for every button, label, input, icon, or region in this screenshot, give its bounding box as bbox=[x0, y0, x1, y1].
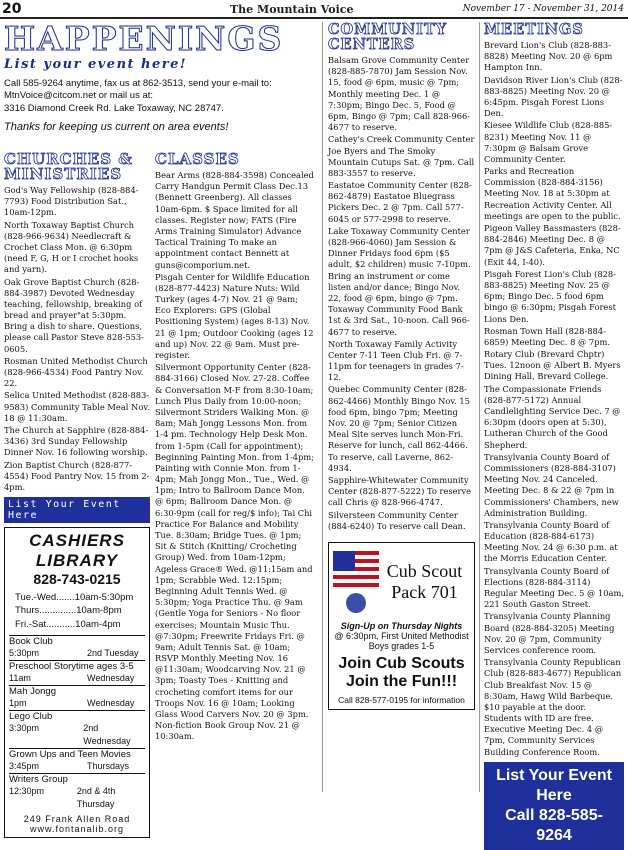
library-event-day: 2nd Wednesday bbox=[83, 723, 131, 747]
list-event-bar: List Your Event Here bbox=[4, 497, 150, 523]
cubscout-line4: @ 6:30pm, First United Methodist bbox=[334, 630, 469, 641]
column-divider bbox=[479, 22, 480, 792]
flag-icon bbox=[333, 547, 379, 617]
church-entry: God's Way Fellowship (828-884-7793) Food Distribution Sat., 10am-12pm. bbox=[4, 185, 139, 218]
meeting-entry: Transylvania County Board of Education (828-884-6173) Meeting Nov. 24 @ 6:30 p.m. at the Morris Education Center. bbox=[484, 519, 618, 564]
library-event-time bbox=[9, 647, 145, 660]
community-title: COMMUNITY CENTERS bbox=[328, 21, 448, 53]
community-entry: North Toxaway Family Activity Center 7-11 Teen Club Fri. @ 7-11pm for teenagers in grades 7-12. bbox=[328, 338, 464, 383]
class-entry: Bear Arms (828-884-3598) Concealed Carry Handgun Permit Class Dec.13 (Bennett Greenberg). All classes 10am-6pm. $ Space limited for all classes. Register now; FATS (Fire Arms Training Simulator) Advance Tactical Training To make an appointment contact Bennett at guns@comporium.net. bbox=[155, 170, 314, 270]
library-event-name: Preschool Storytime ages 3-5 bbox=[9, 660, 145, 672]
library-event-name: Mah Jongg bbox=[9, 685, 145, 697]
community-entry: Eastatoe Community Center (828-862-4879) Eastatoe Bluegrass Pickers Dec. 2 @ 7pm. Call 577-6045 or 577-2998 to reserve. bbox=[328, 180, 472, 224]
library-hours-row: Thurs..............10am-8pm bbox=[15, 605, 122, 617]
church-entry: The Church at Sapphire (828-884-3436) 3rd Sunday Fellowship Dinner Nov. 16 following worship. bbox=[4, 424, 149, 458]
churches-list bbox=[4, 185, 150, 493]
meeting-entry: Transylvania County Planning Board (828-884-3205) Meeting Nov. 20 @ 7pm, Community Services conference room. bbox=[484, 611, 615, 655]
churches-title: CHURCHES & MINISTRIES bbox=[4, 150, 133, 183]
cubscout-line5: Boys grades 1-5 bbox=[368, 640, 435, 651]
meeting-entry: Rotary Club (Brevard Chptr) Tues. 12noon @ Albert B. Myers Dining Hall, Brevard College. bbox=[484, 349, 621, 382]
church-entry: Rosman United Methodist Church (828-966-4534) Food Pantry Nov. 22. bbox=[4, 355, 148, 389]
happenings-subtitle: List your event here! bbox=[4, 57, 188, 72]
library-event-hour: 3:30pm bbox=[9, 723, 40, 734]
community-entry: Silversteen Community Center (884-6240) To reserve call Dean. bbox=[328, 509, 466, 531]
library-event-time bbox=[9, 697, 145, 710]
library-event-hour: 3:45pm bbox=[9, 761, 40, 772]
meeting-entry: Kiesee Wildlife Club (828-885-8231) Meeting Nov. 11 @ 7:30pm @ Balsam Grove Community Center. bbox=[484, 120, 613, 164]
library-event-day: Wednesday bbox=[87, 698, 135, 709]
cubscout-line7: Join the Fun!!! bbox=[345, 672, 458, 690]
meeting-entry: Transylvania County Board of Elections (828-884-3114) Regular Meeting Dec. 5 @ 10am, 221 South Gaston Street. bbox=[484, 565, 624, 610]
classes-title: CLASSES bbox=[155, 150, 240, 168]
meeting-entry: Brevard Lion's Club (828-883-8828) Meeting Nov. 20 @ 6pm Hampton Inn. bbox=[484, 40, 613, 73]
library-hours bbox=[15, 591, 139, 631]
class-entry: Silvermont Opportunity Center (828-884-3166) Closed Nov. 27-28. Coffee & Conversation M-F from 8:30-10am; Lunch Plus Daily from 10:00-noon; Silvermont Striders Walking Mon. @ 8am; Mah Jongg Lessons Mon. from 1-4 pm. Technology Help Desk Mon. from 1-5pm (Call for appointment); Beginning Painting Mon. from 1-4pm; Painting with Connie Mon. from 1-4pm; Mah Jongg Mon., Tue., Wed. @ 1pm; Intro to Ballroom Dance Mon. @ 6pm; Ballroom Dance Mon. @ 6:30-9pm (call for reg/$ info); Tai Chi Practice For Balance and Mobility Tue. 8:30am; Bridge Tues. @ 1pm; Sit & Stitch (Knitting/ Crocheting Group) Wed. from 10am-12pm; Ageless Grace® Wed. @11:15am and 1pm; Scrabble Wed. 12:15pm; Beginning Adult Tennis Wed. @ 5:30pm; Yoga Practice Thu. @ 9am (Gentle Yoga for Seniors - No floor exercises; Mountain Music Thu. @7:30pm; Freewrite Fridays Fri. @ 9am; Adult Tennis Sat. @ 10am; RSVP Monthly Meeting Nov. 16 @11:30am; Woodcarving Nov. 21 @ 3pm; Toasty Toes - Knitting and crocheting comfort items for our Troops Nov. 16 @ 10am; Looking Glass Wood Carvers Nov. 20 @ 3pm. Non-fiction Book Group Nov. 21 @ 10:30am. bbox=[155, 362, 315, 742]
library-event-time bbox=[9, 722, 145, 748]
happenings-block bbox=[4, 19, 320, 135]
happenings-intro: Call 585-9264 anytime, fax us at 862-3513, send your e-mail to: MtnVoice@citcom.net or mail us at: bbox=[4, 78, 272, 102]
meeting-entry: Davidson River Lion's Club (828-883-8825) Meeting Nov. 20 @ 6:45pm. Pisgah Forest Lions Den. bbox=[484, 74, 623, 119]
classes-column bbox=[155, 152, 315, 744]
library-event-name: Writers Group bbox=[9, 773, 145, 785]
church-entry: Selica United Methodist (828-883-9583) Community Table Meal Nov. 18 @ 11:30am. bbox=[4, 390, 150, 423]
cubscout-ad bbox=[328, 542, 475, 710]
community-entry: Sapphire-Whitewater Community Center (828-877-5222) To reserve call Chris @ 828-966-4747. bbox=[328, 474, 472, 508]
library-event-day: Wednesday bbox=[87, 673, 135, 683]
meeting-entry: Transylvania County Republican Club (828-883-4677) Republican Club Breakfast Nov. 15 @ 8:30am, Hawg Wild Barbeque. $10 payable at the door. Students with ID are free. Executive Meeting Dec. 4 @ 7pm, Community Services Building Conference Room. bbox=[484, 657, 622, 757]
library-event-hour: 1pm bbox=[9, 698, 27, 709]
cubscout-line1: Cub Scout bbox=[386, 560, 463, 581]
meeting-entry: Transylvania County Board of Commissioners (828-884-3107) Meeting Nov. 24 Canceled. Meeting Dec. 8 & 22 @ 7pm in Commissioners' Chambers, new Administration Building. bbox=[484, 451, 619, 518]
cubscout-line6: Join Cub Scouts bbox=[338, 654, 465, 672]
library-event-time bbox=[9, 760, 145, 773]
library-event-name: Book Club bbox=[9, 635, 145, 647]
library-event-day: 2nd Tuesday bbox=[87, 647, 139, 658]
library-hours-row: Tue.-Wed.......10am-5:30pm bbox=[15, 592, 134, 604]
list-event-ad bbox=[484, 762, 624, 850]
cubscout-line2: Pack 701 bbox=[391, 581, 458, 602]
library-event-hour: 11am bbox=[9, 673, 31, 683]
library-event-hour: 12:30pm bbox=[9, 786, 45, 797]
library-event-time bbox=[9, 785, 145, 811]
library-website: www.fontanalib.org bbox=[29, 824, 125, 835]
library-hours-row: Fri.-Sat...........10am-4pm bbox=[15, 618, 121, 630]
meeting-entry: Rosman Town Hall (828-884-6859) Meeting Dec. 8 @ 7pm. bbox=[484, 325, 611, 347]
library-event-day: Thursdays bbox=[87, 761, 130, 772]
page-number: 20 bbox=[2, 1, 22, 17]
list-event-ad-line1: List Your Event Here bbox=[496, 766, 612, 804]
cubscout-line8: Call 828-577-0195 for information bbox=[338, 694, 465, 705]
class-entry: Pisgah Center for Wildlife Education (828-877-4423) Nature Nuts: Wild Turkey (ages 4-7) Nov. 21 @ 9am; Eco Explorers: GPS (Global Positioning System) (ages 8-13) Nov. 21 @ 1pm; Outdoor Cooking (ages 12 and up) Nov. 22 @ 9am. Must pre-register. bbox=[155, 271, 314, 360]
meetings-list bbox=[484, 40, 624, 758]
churches-column bbox=[4, 152, 150, 838]
happenings-thanks: Thanks for keeping us current on area events! bbox=[4, 121, 229, 134]
classes-list bbox=[155, 170, 315, 743]
library-phone: 828-743-0215 bbox=[33, 571, 121, 588]
meeting-entry: The Compassionate Friends (828-877-5172) Annual Candlelighting Service Dec. 7 @ 6:30pm (doors open at 5:30), Lutheran Church of the Good Shepherd. bbox=[484, 383, 621, 450]
library-address: 249 Frank Allen Road bbox=[23, 814, 131, 825]
happenings-address: 3316 Diamond Creek Rd. Lake Toxaway, NC 28747. bbox=[4, 102, 224, 114]
library-title: CASHIERS LIBRARY bbox=[29, 531, 125, 571]
library-event-time bbox=[9, 672, 145, 685]
church-entry: Zion Baptist Church (828-877-4554) Food Pantry Nov. 15 from 2-4pm. bbox=[4, 459, 150, 492]
library-box bbox=[4, 527, 150, 838]
community-entry: Lake Toxaway Community Center (828-966-4060) Jam Session & Dinner Fridays food 6pm ($5 adult, $2 children) music 7-10pm. Bring an instrument or come listen and/or dance; Bingo Nov. 22, food @ 6pm, bingo @ 7pm. Toxaway Community Food Bank 1st & 3rd Sat., 10-noon. Call 966-4677 to reserve. bbox=[328, 225, 471, 337]
cubscout-line3: Sign-Up on Thursday Nights bbox=[340, 620, 463, 631]
library-events bbox=[9, 635, 145, 811]
column-divider bbox=[322, 22, 323, 792]
page-header bbox=[0, 0, 628, 16]
community-column bbox=[328, 22, 475, 710]
meeting-entry: Pigeon Valley Bassmasters (828-884-2846) Meeting Dec. 8 @ 7pm @ J&S Cafeteria, Enka, NC (Exit 44, I-40). bbox=[484, 223, 621, 267]
library-event-name: Lego Club bbox=[9, 710, 145, 722]
library-event-hour: 5:30pm bbox=[9, 647, 40, 658]
list-event-ad-line2: Call 828-585-9264 bbox=[505, 806, 603, 844]
meetings-title: MEETINGS bbox=[484, 21, 584, 38]
meeting-entry: Parks and Recreation Commission (828-884-3156) Meeting Nov. 18 at 5:30pm at Recreation Activity Center. All meetings are open to the public. bbox=[484, 166, 621, 221]
community-entry: Cathey's Creek Community Center Joe Byers and The Smoky Mountain Cutups Sat. @ 7pm. Call 883-3557 to reserve. bbox=[328, 134, 475, 178]
church-entry: North Toxaway Baptist Church (828-966-9634) Needlecraft & Crochet Class Mon. @ 6:30pm (need F, G, H or I crochet hooks and yarn). bbox=[4, 219, 139, 275]
community-entry: Quebec Community Center (828-862-4466) Monthly Bingo Nov. 15 food 6pm, bingo 7pm; Meeting Nov. 20 @ 7pm; Senior Citizen Meal Site serves lunch Mon-Fri. Reserve for lunch, call 862-4466. To reserve, call Laverne, 862-4934. bbox=[328, 384, 470, 473]
community-entry: Balsam Grove Community Center (828-885-7870) Jam Session Nov. 15, food @ 6pm, music @ 7pm; Monthly meeting Dec. 1 @ 7:30pm; Bingo Dec. 5, Food @ 6pm, Bingo @ 7pm; Call 828-966-4677 to reserve. bbox=[328, 55, 471, 133]
meetings-column bbox=[484, 22, 624, 850]
meeting-entry: Pisgah Forest Lion's Club (828-883-8825) Meeting Nov. 25 @ 6pm; Bingo Dec. 5 food 6pm bingo @ 6:30pm; Pisgah Forest Lions Den. bbox=[484, 268, 616, 324]
church-entry: Oak Grove Baptist Church (828-884-3987) Devoted Wednesday teaching, fellowship, breaking of bread and prayer"at 5:30pm. Bring a dish to share. Questions, please call Pastor Steve 828-553-0605. bbox=[4, 276, 144, 354]
happenings-title: HAPPENINGS bbox=[4, 19, 284, 58]
library-event-day: 2nd & 4th Thursday bbox=[76, 786, 116, 810]
issue-dates: November 17 - November 31, 2014 bbox=[462, 4, 624, 14]
community-list bbox=[328, 55, 475, 532]
library-event-name: Grown Ups and Teen Movies bbox=[9, 748, 145, 760]
masthead: The Mountain Voice bbox=[230, 3, 354, 16]
